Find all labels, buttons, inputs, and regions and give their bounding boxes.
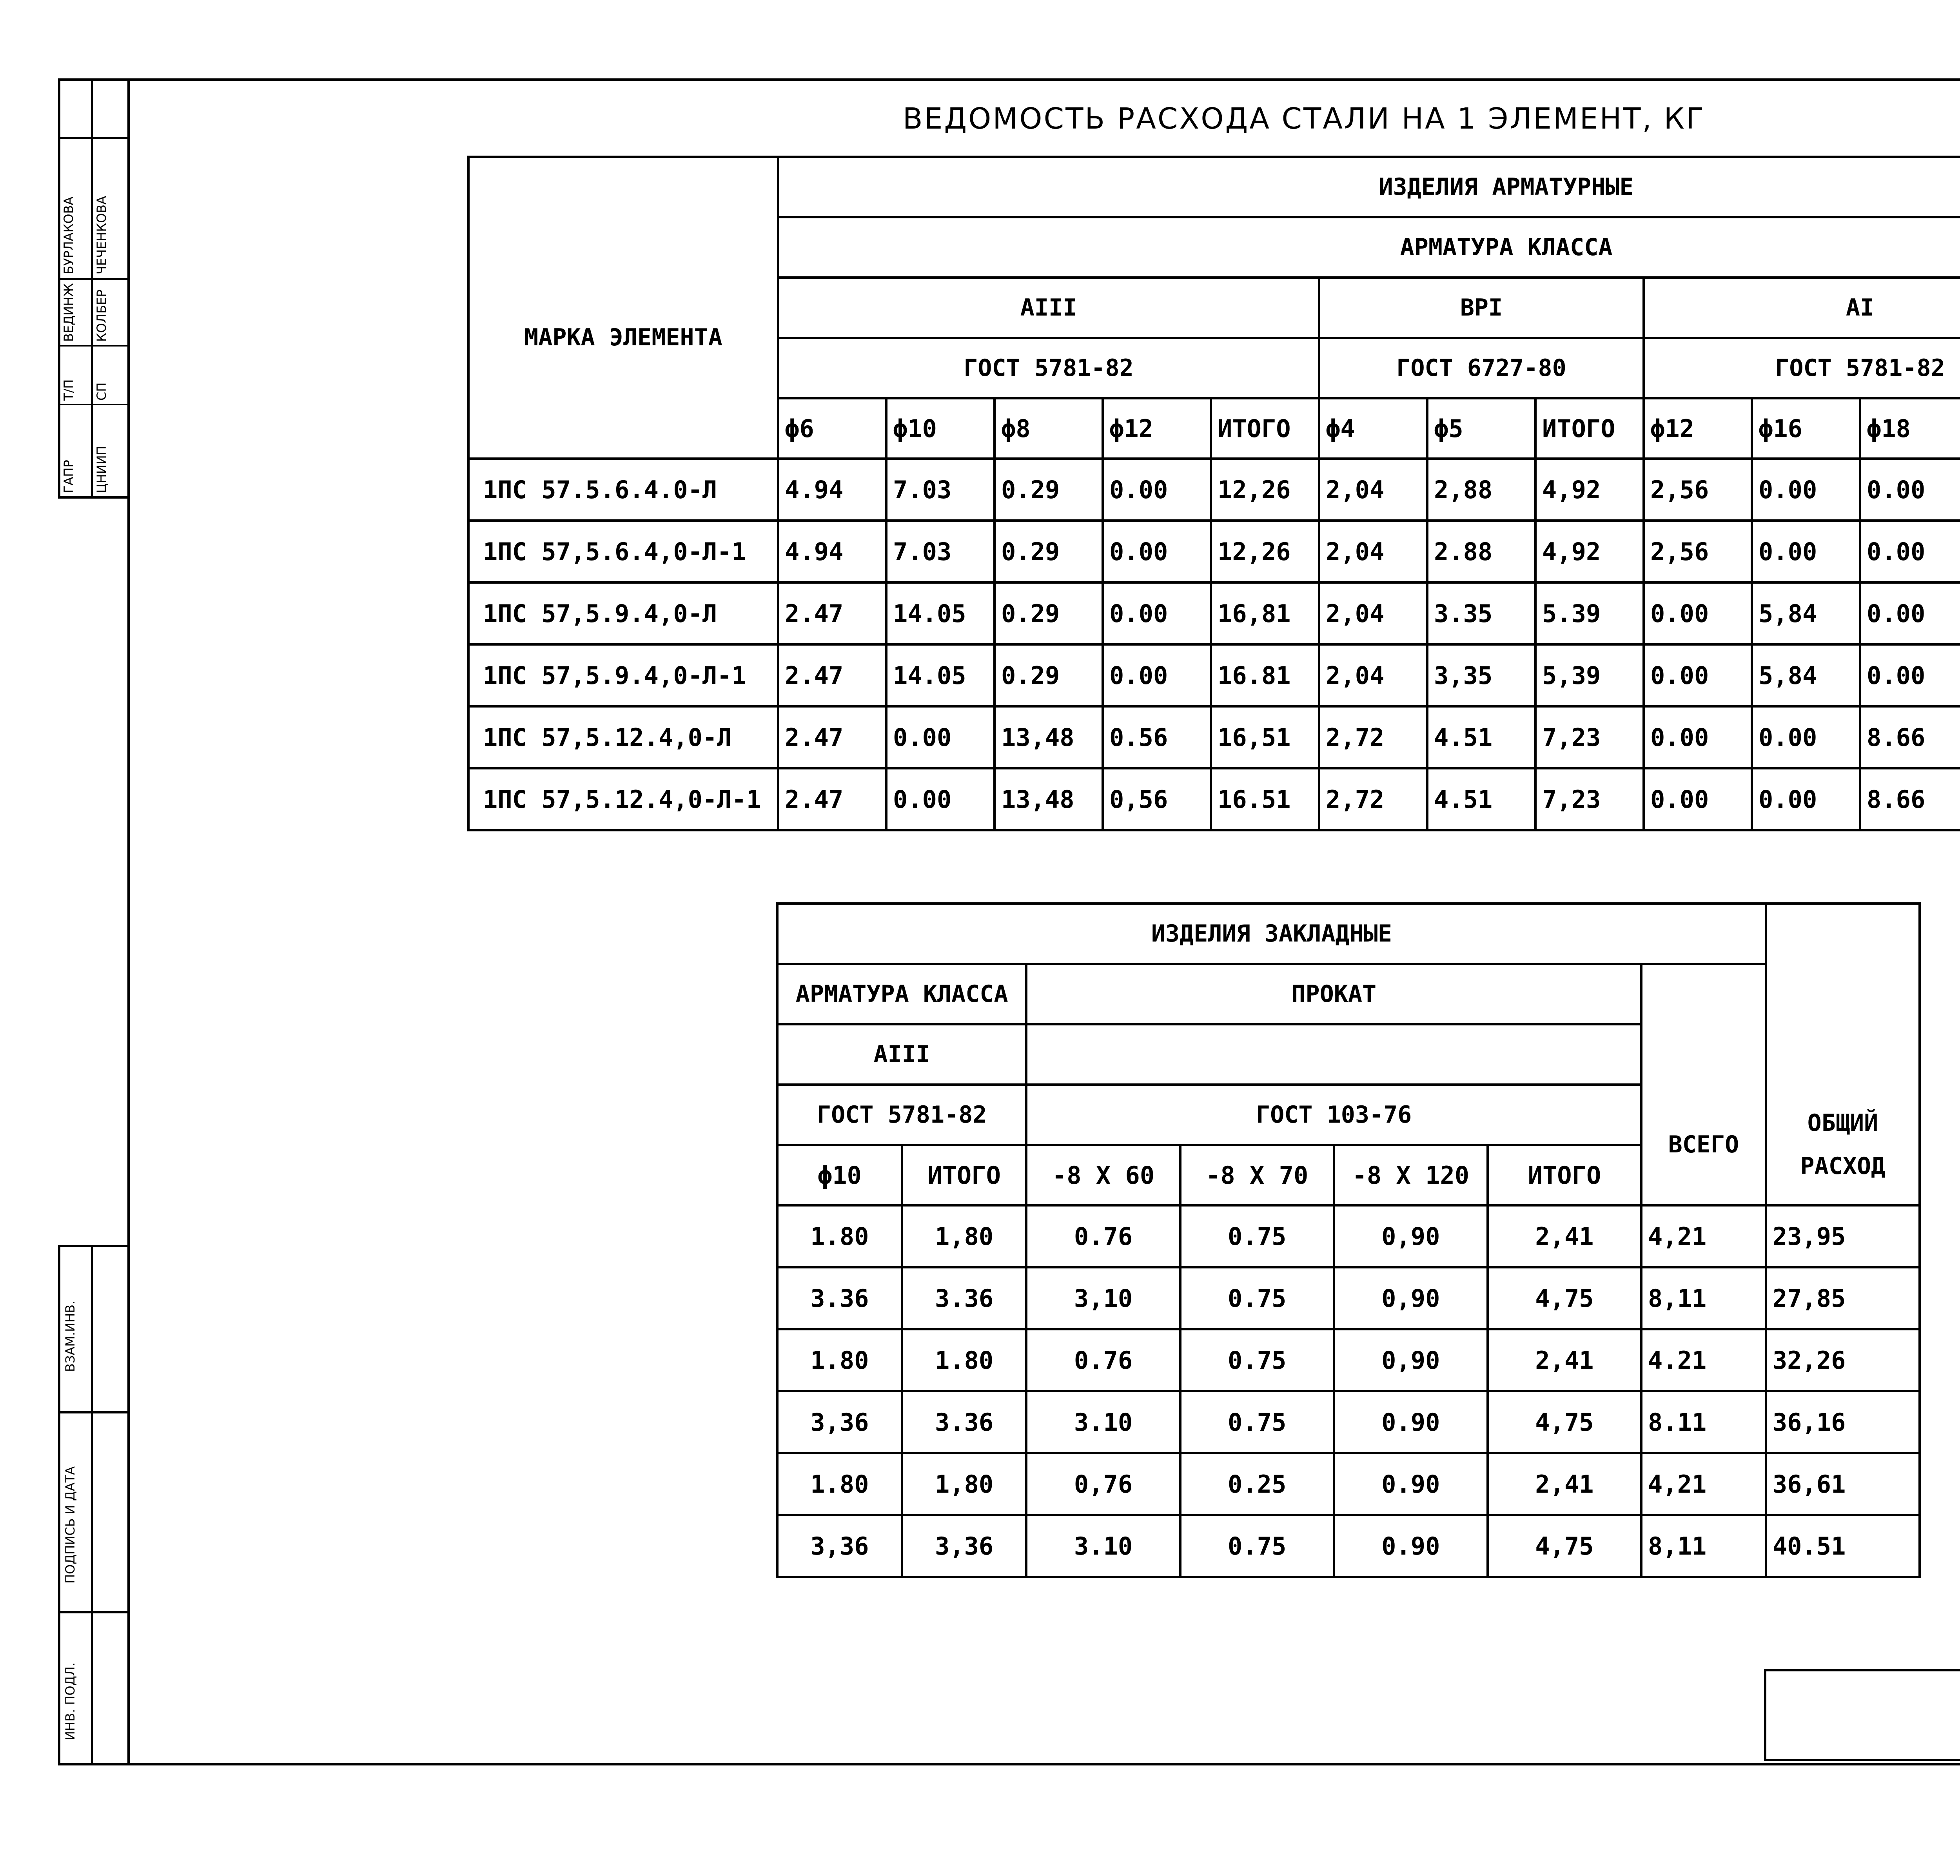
- table-row: [468, 768, 1960, 830]
- table-cell: 13,48: [995, 768, 1103, 830]
- table-cell: 0.76: [1026, 1205, 1180, 1267]
- table-row: [468, 644, 1960, 706]
- col-header: ϕ6: [778, 398, 886, 459]
- table-cell: 0.25: [1180, 1453, 1334, 1515]
- table-cell: 0.76: [1026, 1329, 1180, 1391]
- table-cell: 4,75: [1488, 1267, 1641, 1329]
- stamp-vedinzh: ВЕДИНЖ: [61, 283, 76, 342]
- table-cell: 27,85: [1766, 1267, 1920, 1329]
- table-cell: 3.36: [902, 1391, 1027, 1453]
- lower-strip-top: [58, 1245, 130, 1247]
- col-header: ϕ5: [1427, 398, 1535, 459]
- embedded-group-header: ИЗДЕЛИЯ ЗАКЛАДНЫЕ: [777, 904, 1766, 964]
- col-header: ϕ4: [1319, 398, 1427, 459]
- table-cell: 7,23: [1535, 768, 1644, 830]
- table-cell: 3,36: [777, 1515, 902, 1577]
- table-cell: 5,84: [1752, 644, 1860, 706]
- stamp-tsniip: ЦНИИП: [94, 446, 109, 493]
- table-cell: 2,04: [1319, 582, 1427, 644]
- table-cell: 1,80: [902, 1453, 1027, 1515]
- table-row: [777, 1515, 1920, 1577]
- mark-header-cell: [468, 157, 778, 217]
- embedded-col-header: ϕ10: [777, 1145, 902, 1205]
- rolled-header: ПРОКАТ: [1026, 964, 1641, 1024]
- table-cell: 0.00: [1644, 706, 1752, 768]
- table-cell: 4.94: [778, 459, 886, 521]
- table-cell: 4.21: [1641, 1329, 1766, 1391]
- element-mark: 1ПС 57,5.9.4,0-Л: [468, 582, 778, 644]
- table-cell: 0.75: [1180, 1515, 1334, 1577]
- table-cell: 2.47: [778, 706, 886, 768]
- table-cell: 0.90: [1334, 1515, 1488, 1577]
- table-cell: 0.75: [1180, 1267, 1334, 1329]
- embedded-col-header: ИТОГО: [902, 1145, 1027, 1205]
- table-cell: 4,21: [1641, 1453, 1766, 1515]
- table-cell: 0.29: [995, 459, 1103, 521]
- table-cell: 16.51: [1211, 768, 1319, 830]
- table-cell: 12,26: [1211, 521, 1319, 582]
- table-cell: 16.81: [1211, 644, 1319, 706]
- table-cell: 0.00: [1860, 521, 1960, 582]
- table-cell: 4,75: [1488, 1515, 1641, 1577]
- embedded-col-header: -8 Х 60: [1026, 1145, 1180, 1205]
- table-cell: 0,56: [1103, 768, 1211, 830]
- table-cell: 4,92: [1535, 459, 1644, 521]
- table-cell: 2,04: [1319, 459, 1427, 521]
- table-cell: 2,72: [1319, 706, 1427, 768]
- table-cell: 7.03: [886, 459, 995, 521]
- table-cell: 4.51: [1427, 706, 1535, 768]
- table-cell: 2,41: [1488, 1205, 1641, 1267]
- sheet-title: ВЕДОМОСТЬ РАСХОДА СТАЛИ НА 1 ЭЛЕМЕНТ, КГ: [902, 102, 1706, 136]
- table-cell: 2.47: [778, 644, 886, 706]
- table-cell: 7.03: [886, 521, 995, 582]
- table-cell: 8.11: [1641, 1391, 1766, 1453]
- gost-aiii: ГОСТ 5781-82: [778, 338, 1319, 398]
- table-cell: 2,41: [1488, 1329, 1641, 1391]
- table-row: [468, 706, 1960, 768]
- table-cell: 3,35: [1427, 644, 1535, 706]
- class-aiii: AIII: [778, 278, 1319, 338]
- table-cell: 3.35: [1427, 582, 1535, 644]
- table-cell: 1,80: [902, 1205, 1027, 1267]
- title-block: [1764, 1669, 1960, 1761]
- table-cell: 32,26: [1766, 1329, 1920, 1391]
- frame-top-line: [58, 78, 1960, 81]
- overall-header: ОБЩИЙ РАСХОД: [1766, 1085, 1920, 1205]
- table-cell: 3,36: [902, 1515, 1027, 1577]
- table-cell: 0.00: [886, 768, 995, 830]
- table-cell: 0.00: [1752, 768, 1860, 830]
- col-header: ϕ8: [995, 398, 1103, 459]
- table-cell: 36,16: [1766, 1391, 1920, 1453]
- table-cell: 36,61: [1766, 1453, 1920, 1515]
- table-cell: 8,11: [1641, 1267, 1766, 1329]
- col-header: ИТОГО: [1535, 398, 1644, 459]
- embedded-col-header: ИТОГО: [1488, 1145, 1641, 1205]
- overall-mid-cell: [1766, 964, 1920, 1085]
- table-cell: 5,84: [1752, 582, 1860, 644]
- table-cell: 0.00: [1644, 768, 1752, 830]
- table-cell: 2.47: [778, 582, 886, 644]
- table-row: [777, 1329, 1920, 1391]
- table-cell: 0.00: [1860, 582, 1960, 644]
- table-cell: 3.10: [1026, 1515, 1180, 1577]
- table-cell: 14.05: [886, 644, 995, 706]
- table-cell: 0.29: [995, 521, 1103, 582]
- stamp-cell-3: [58, 345, 130, 347]
- table-row: [777, 1205, 1920, 1267]
- table-cell: 8.66: [1860, 768, 1960, 830]
- table-cell: 40.51: [1766, 1515, 1920, 1577]
- table-cell: 2,56: [1644, 459, 1752, 521]
- table-cell: 0.75: [1180, 1391, 1334, 1453]
- table-cell: 14.05: [886, 582, 995, 644]
- stamp-strip-outer: [58, 78, 60, 498]
- table-cell: 4,92: [1535, 521, 1644, 582]
- table-row: [777, 1391, 1920, 1453]
- gost-vri: ГОСТ 6727-80: [1319, 338, 1644, 398]
- table-cell: 2,04: [1319, 521, 1427, 582]
- table-cell: 2,56: [1644, 521, 1752, 582]
- table-cell: 2,72: [1319, 768, 1427, 830]
- embedded-class-gost: ГОСТ 5781-82: [777, 1085, 1026, 1145]
- gost-ai: ГОСТ 5781-82: [1644, 338, 1960, 398]
- table-cell: 0.90: [1334, 1391, 1488, 1453]
- table-cell: 0.00: [1752, 706, 1860, 768]
- stamp-cell-2: [58, 278, 130, 280]
- table-cell: 0.00: [1644, 644, 1752, 706]
- col-header: ϕ18: [1860, 398, 1960, 459]
- stamp-gapr: ГАПР: [61, 460, 76, 493]
- stamp-inv-podl: ИНВ. ПОДЛ.: [63, 1662, 78, 1740]
- rolled-empty-cell: [1026, 1024, 1641, 1085]
- stamp-vzam-inv: ВЗАМ.ИНВ.: [63, 1300, 78, 1372]
- table-cell: 2,88: [1427, 459, 1535, 521]
- mark-header: МАРКА ЭЛЕМЕНТА: [468, 217, 778, 459]
- steel-consumption-table: [467, 156, 1960, 831]
- overall-top-cell: [1766, 904, 1920, 964]
- table-cell: 0.29: [995, 582, 1103, 644]
- embedded-col-header: -8 Х 70: [1180, 1145, 1334, 1205]
- table-cell: 5.39: [1535, 582, 1644, 644]
- table-cell: 1.80: [777, 1453, 902, 1515]
- total-top-cell: [1641, 964, 1766, 1085]
- lower-strip-div2: [58, 1611, 130, 1613]
- rolled-gost: ГОСТ 103-76: [1026, 1085, 1641, 1145]
- table-row: [468, 582, 1960, 644]
- table-cell: 0.56: [1103, 706, 1211, 768]
- table-cell: 0.00: [1860, 459, 1960, 521]
- table-cell: 3,10: [1026, 1267, 1180, 1329]
- class-vri: ВРI: [1319, 278, 1644, 338]
- element-mark: 1ПС 57,5.9.4,0-Л-1: [468, 644, 778, 706]
- stamp-chechenkova: ЧЕЧЕНКОВА: [94, 196, 109, 274]
- lower-strip-div1: [58, 1411, 130, 1413]
- table-row: [777, 1453, 1920, 1515]
- table-cell: 0,90: [1334, 1329, 1488, 1391]
- frame-bottom-line: [58, 1763, 1960, 1765]
- table-cell: 8,11: [1641, 1515, 1766, 1577]
- table-cell: 0,76: [1026, 1453, 1180, 1515]
- lower-strip-outer: [58, 1246, 60, 1765]
- table-cell: 16,51: [1211, 706, 1319, 768]
- table-cell: 0.00: [1103, 644, 1211, 706]
- table-cell: 0.75: [1180, 1205, 1334, 1267]
- class-ai: AI: [1644, 278, 1960, 338]
- table-cell: 4,75: [1488, 1391, 1641, 1453]
- col-header: ϕ12: [1103, 398, 1211, 459]
- stamp-podpis-data: ПОДПИСЬ И ДАТА: [63, 1466, 78, 1584]
- table-cell: 16,81: [1211, 582, 1319, 644]
- table-cell: 4,21: [1641, 1205, 1766, 1267]
- table-cell: 0.90: [1334, 1453, 1488, 1515]
- embedded-class-header: АРМАТУРА КЛАССА: [777, 964, 1026, 1024]
- col-header: ИТОГО: [1211, 398, 1319, 459]
- stamp-strip-bottom: [58, 496, 130, 499]
- element-mark: 1ПС 57,5.6.4,0-Л-1: [468, 521, 778, 582]
- table-cell: 0.00: [1860, 644, 1960, 706]
- table-cell: 4.94: [778, 521, 886, 582]
- table-cell: 8.66: [1860, 706, 1960, 768]
- element-mark: 1ПС 57.5.6.4.0-Л: [468, 459, 778, 521]
- table-cell: 3.36: [902, 1267, 1027, 1329]
- table-cell: 0,90: [1334, 1267, 1488, 1329]
- stamp-bodlakova: БУРЛАКОВА: [61, 196, 76, 274]
- group-header: ИЗДЕЛИЯ АРМАТУРНЫЕ: [778, 157, 1960, 217]
- table-cell: 0.00: [1752, 459, 1860, 521]
- stamp-kolber: КОЛБЕР: [94, 289, 109, 342]
- table-cell: 3.10: [1026, 1391, 1180, 1453]
- stamp-sp: СП: [94, 382, 109, 401]
- embedded-items-table: [776, 902, 1921, 1578]
- table-cell: 0.00: [1644, 582, 1752, 644]
- table-cell: 0.29: [995, 644, 1103, 706]
- stamp-strip-mid: [91, 78, 93, 498]
- embedded-class-name: AIII: [777, 1024, 1026, 1085]
- col-header: ϕ12: [1644, 398, 1752, 459]
- table-cell: 1.80: [902, 1329, 1027, 1391]
- table-cell: 0.00: [886, 706, 995, 768]
- stamp-cell-4: [58, 404, 130, 405]
- table-cell: 3,36: [777, 1391, 902, 1453]
- table-cell: 2.47: [778, 768, 886, 830]
- table-cell: 2,04: [1319, 644, 1427, 706]
- table-cell: 2,41: [1488, 1453, 1641, 1515]
- table-cell: 0.00: [1103, 582, 1211, 644]
- embedded-col-header: -8 Х 120: [1334, 1145, 1488, 1205]
- table-cell: 7,23: [1535, 706, 1644, 768]
- table-row: [468, 521, 1960, 582]
- col-header: ϕ16: [1752, 398, 1860, 459]
- stamp-tp: Т/П: [61, 379, 76, 401]
- table-cell: 12,26: [1211, 459, 1319, 521]
- embedded-total-header: ВСЕГО: [1641, 1085, 1766, 1205]
- table-cell: 0.00: [1752, 521, 1860, 582]
- table-cell: 13,48: [995, 706, 1103, 768]
- table-row: [468, 459, 1960, 521]
- element-mark: 1ПС 57,5.12.4,0-Л: [468, 706, 778, 768]
- lower-strip-mid: [91, 1246, 93, 1765]
- table-cell: 2.88: [1427, 521, 1535, 582]
- table-cell: 3.36: [777, 1267, 902, 1329]
- table-row: [777, 1267, 1920, 1329]
- table-cell: 23,95: [1766, 1205, 1920, 1267]
- table-cell: 0.75: [1180, 1329, 1334, 1391]
- frame-left-line: [127, 78, 130, 1765]
- table-cell: 4.51: [1427, 768, 1535, 830]
- table-cell: 5,39: [1535, 644, 1644, 706]
- table-cell: 1.80: [777, 1205, 902, 1267]
- table-cell: 0.00: [1103, 521, 1211, 582]
- table-cell: 0,90: [1334, 1205, 1488, 1267]
- table-cell: 0.00: [1103, 459, 1211, 521]
- stamp-cell-1: [58, 137, 130, 139]
- element-mark: 1ПС 57,5.12.4,0-Л-1: [468, 768, 778, 830]
- table-cell: 1.80: [777, 1329, 902, 1391]
- class-header: АРМАТУРА КЛАССА: [778, 217, 1960, 278]
- col-header: ϕ10: [886, 398, 995, 459]
